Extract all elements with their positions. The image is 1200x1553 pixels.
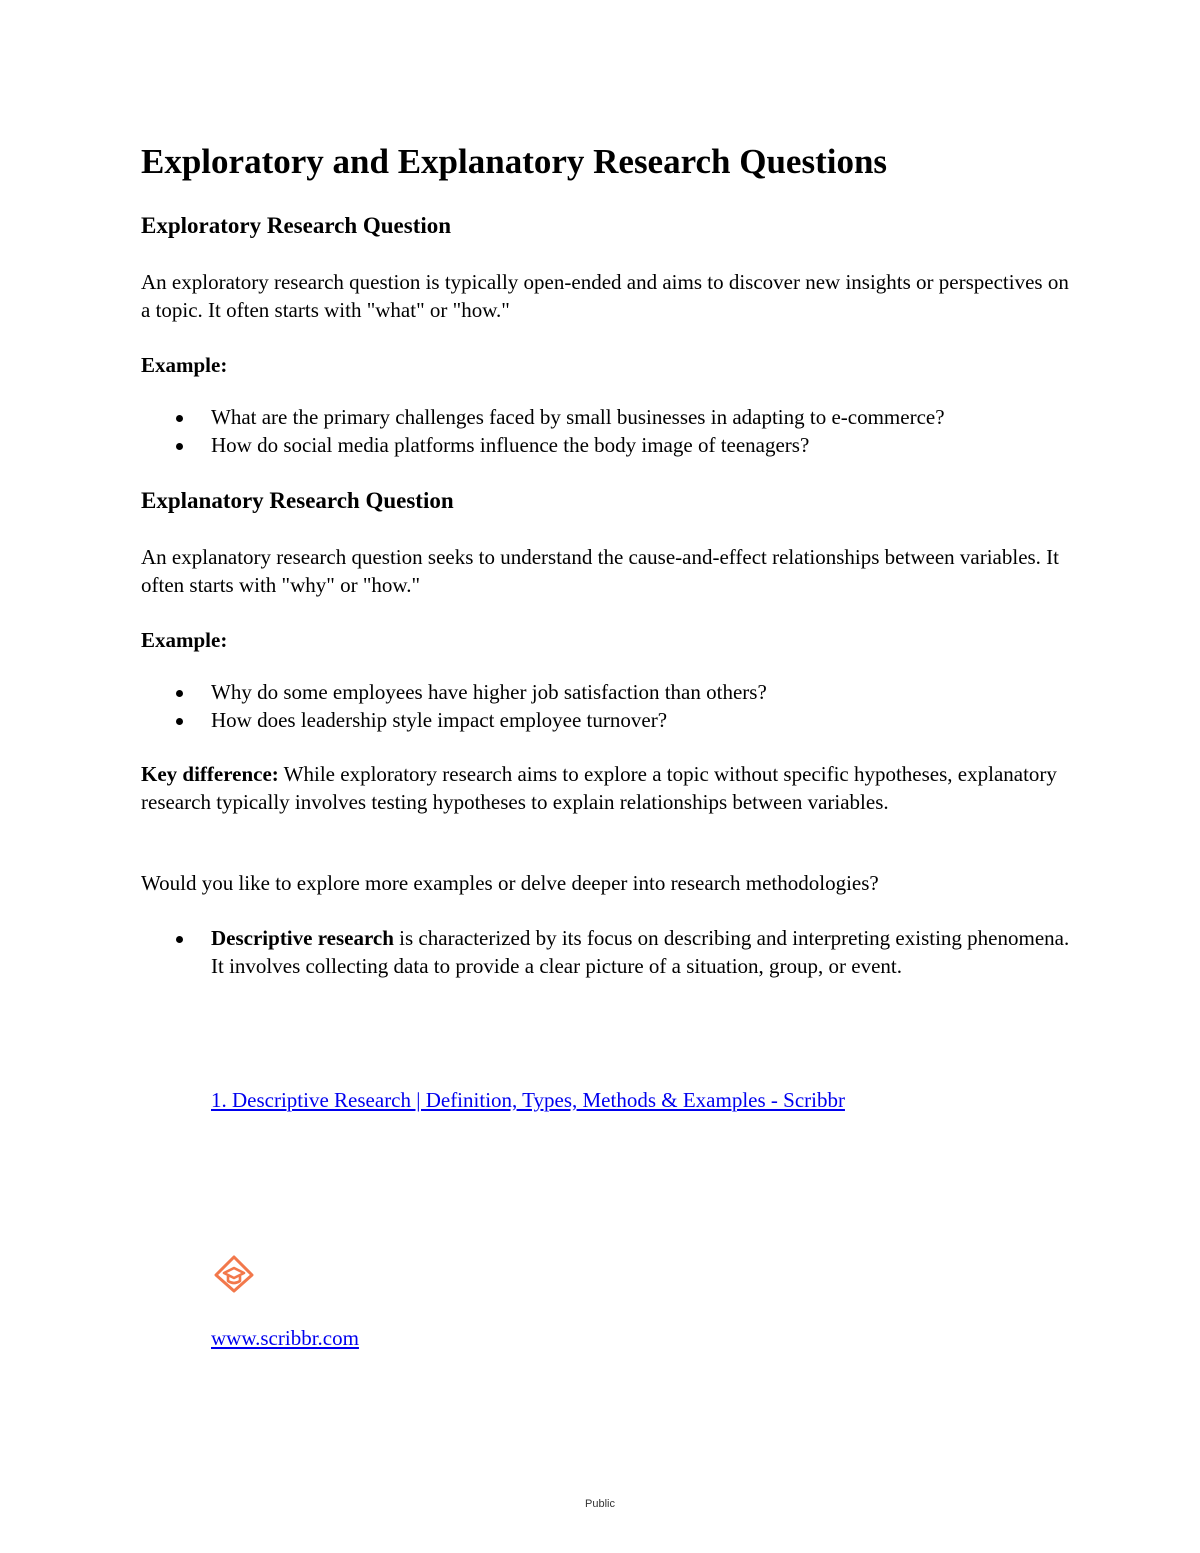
list-item [141,925,1081,980]
key-difference-paragraph [141,761,1071,816]
page-title: Exploratory and Explanatory Research Questions [141,142,888,181]
source-link[interactable]: 1. Descriptive Research | Definition, Types, Methods & Examples - Scribbr [211,1088,845,1112]
scribbr-logo-icon [213,1255,255,1293]
list-item: How does leadership style impact employee turnover? [141,707,1081,735]
list-item: How do social media platforms influence the body image of teenagers? [141,432,1081,460]
explanatory-heading: Explanatory Research Question [141,488,454,513]
key-difference-text: While exploratory research aims to explore a topic without specific hypotheses, explanatory research typically involves testing hypotheses to explain relationships between variables. [141,762,1057,814]
list-item: What are the primary challenges faced by small businesses in adapting to e-commerce? [141,404,1081,432]
list-item: Why do some employees have higher job satisfaction than others? [141,679,1081,707]
exploratory-heading: Exploratory Research Question [141,213,452,238]
descriptive-text: is characterized by its focus on describing and interpreting existing phenomena. It involves collecting data to provide a clear picture of a situation, group, or event. [211,926,1070,978]
exploratory-example-list [141,404,1081,459]
explanatory-example-label: Example: [141,628,228,652]
classification-footer: Public [585,1498,615,1510]
descriptive-term: Descriptive research [211,926,394,950]
explanatory-description: An explanatory research question seeks to understand the cause-and-effect relationships between variables. It often starts with "why" or "how." [141,545,1060,597]
explanatory-example-list [141,679,1081,734]
exploratory-description: An exploratory research question is typically open-ended and aims to discover new insights or perspectives on a topic. It often starts with "what" or "how." [141,270,1069,322]
exploratory-example-label: Example: [141,353,228,377]
descriptive-list [141,925,1081,980]
follow-up-question: Would you like to explore more examples or delve deeper into research methodologies? [141,871,879,895]
key-difference-label: Key difference: [141,762,279,786]
scribbr-site-link[interactable]: www.scribbr.com [211,1326,359,1350]
